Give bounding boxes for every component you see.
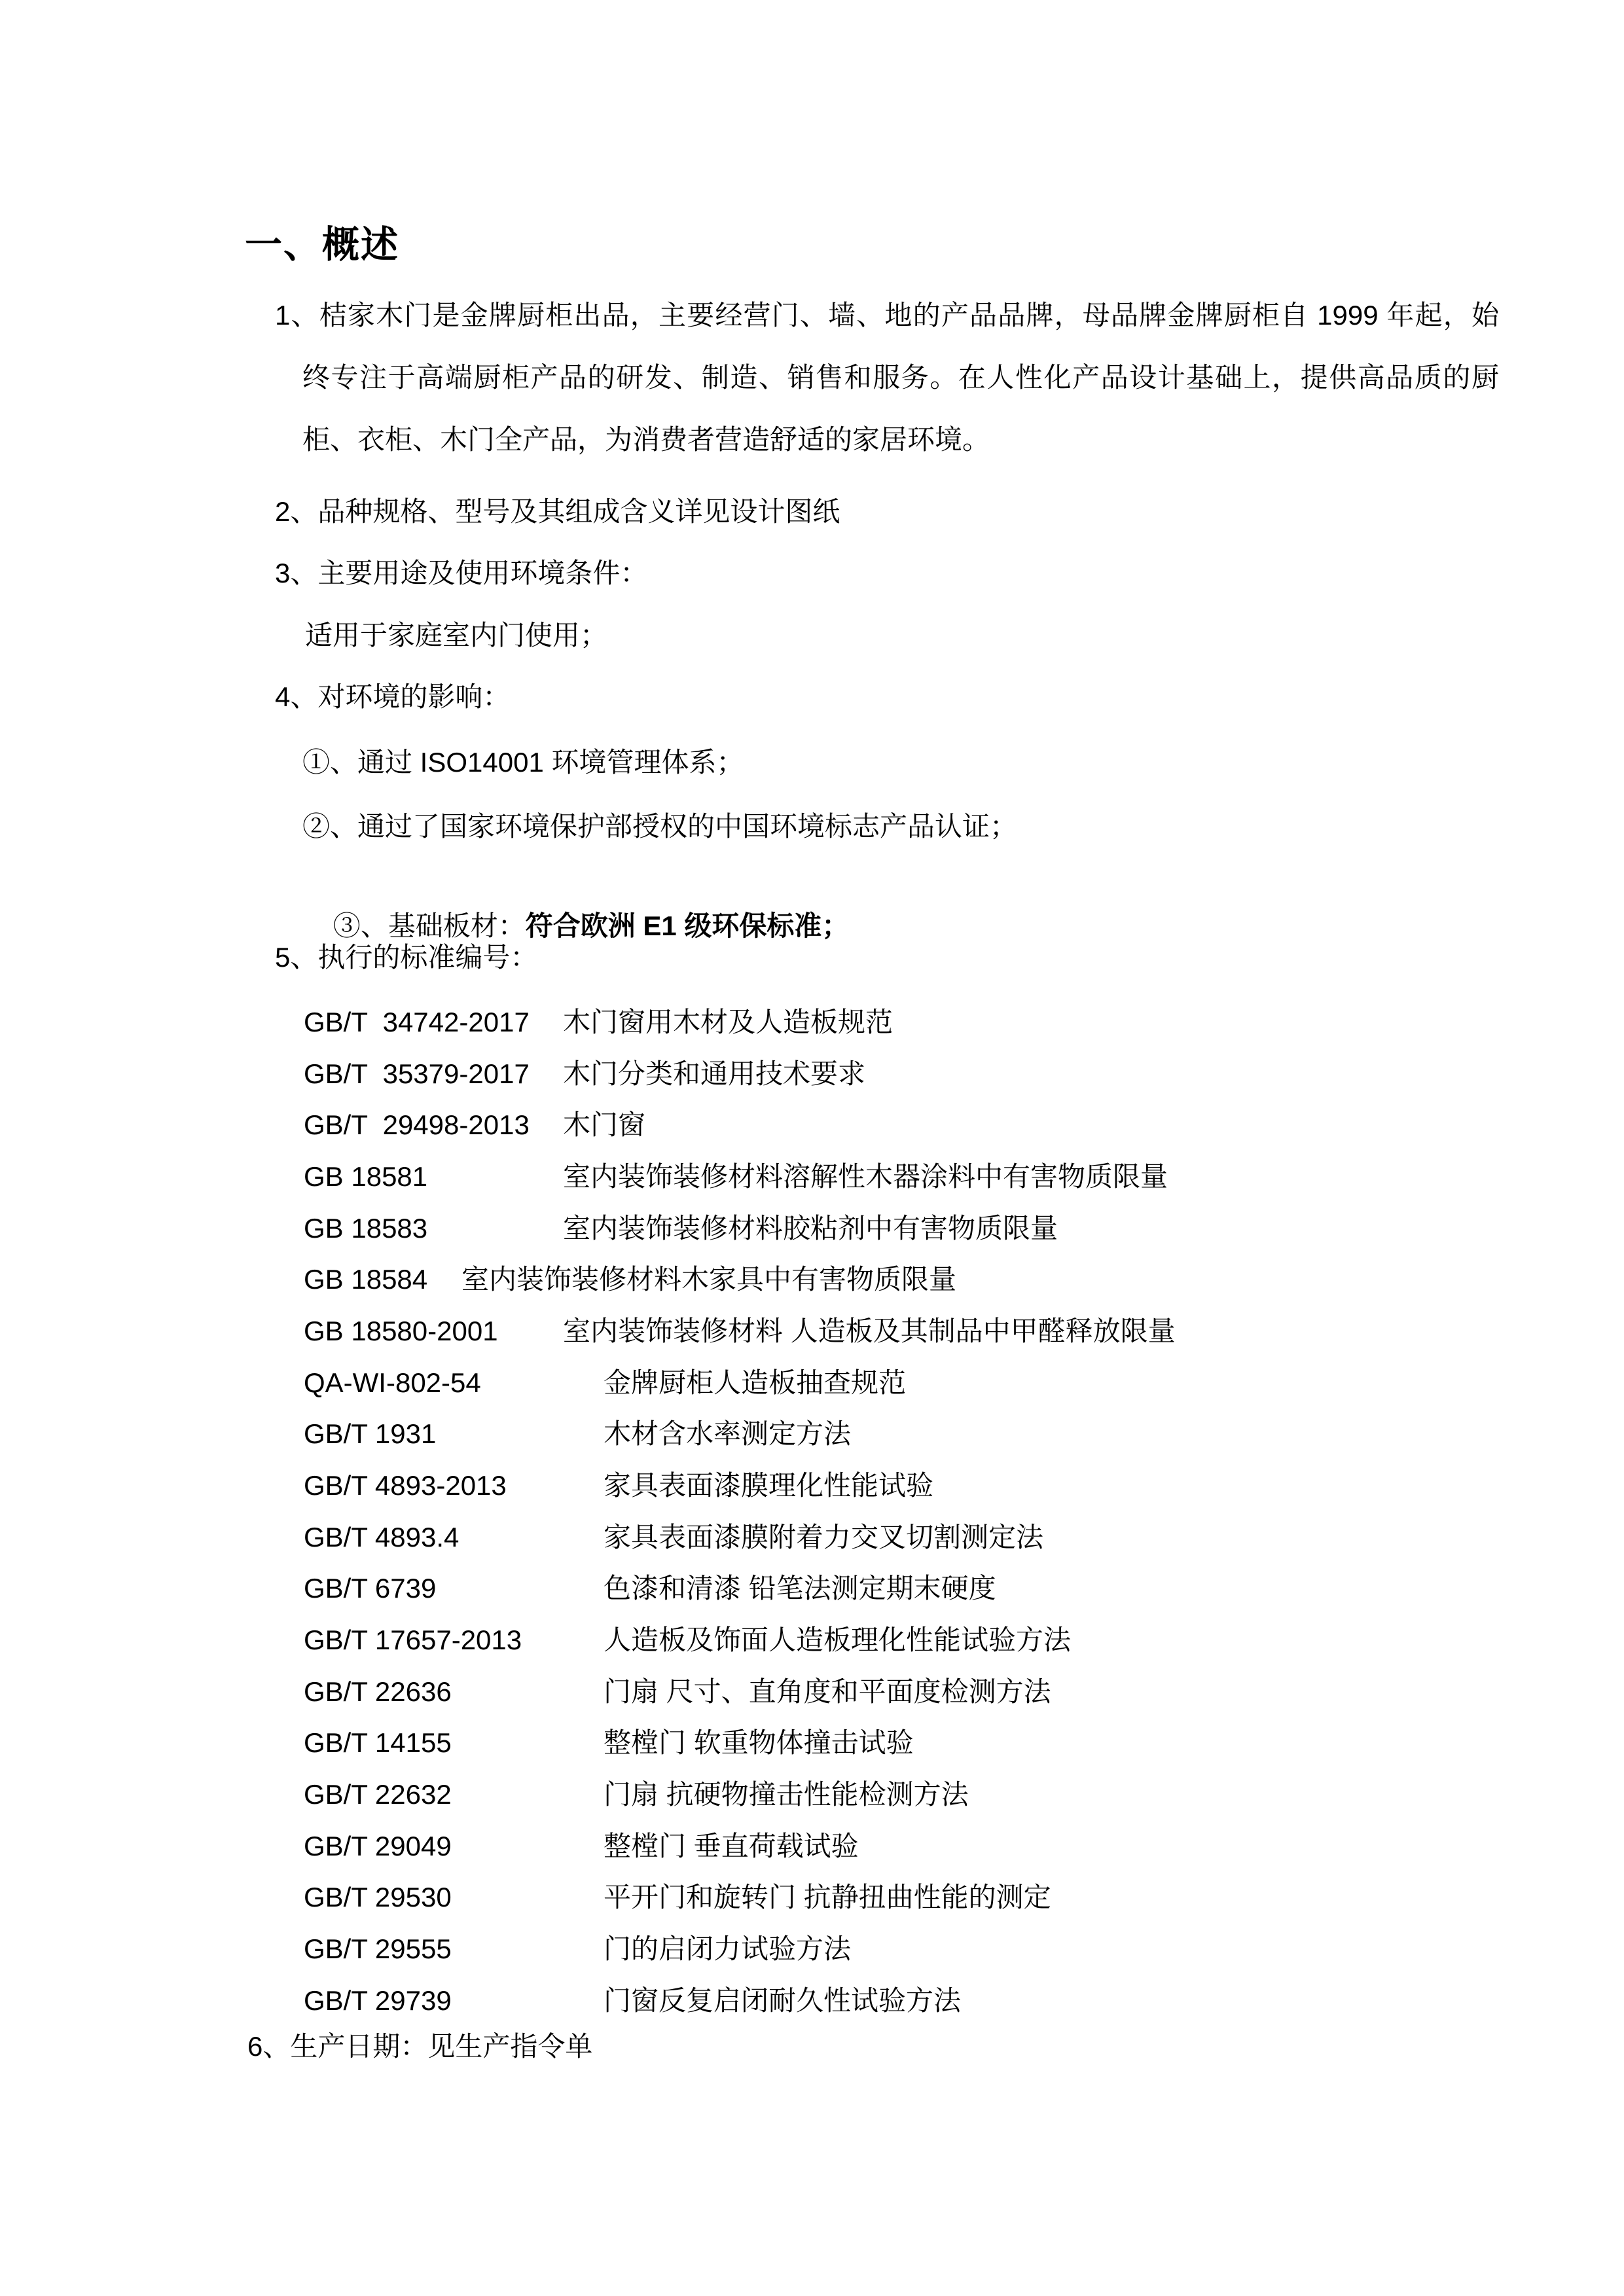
list-item-2: 2、品种规格、型号及其组成含义详见设计图纸 — [275, 496, 840, 527]
standard-desc: 家具表面漆膜理化性能试验 — [604, 1470, 934, 1501]
standard-desc: 木门分类和通用技术要求 — [563, 1058, 866, 1089]
list-item-4: 4、对环境的影响： — [275, 681, 511, 712]
standard-row — [0, 1777, 1624, 1816]
standard-code: GB/T 1931 — [304, 1418, 437, 1449]
standard-row — [0, 1674, 1624, 1713]
standard-desc: 门的启闭力试验方法 — [604, 1933, 852, 1964]
standard-row — [0, 1880, 1624, 1919]
standard-code: GB/T 29555 — [304, 1933, 452, 1964]
standard-code: GB/T 29049 — [304, 1831, 452, 1861]
standard-row — [0, 1725, 1624, 1765]
list-item-4-sub3-prefix: ③、基础板材： — [333, 910, 526, 941]
standard-code: GB 18583 — [304, 1213, 428, 1244]
standard-row — [0, 1520, 1624, 1559]
standard-desc: 整樘门 垂直荷载试验 — [604, 1831, 859, 1861]
standard-desc: 门扇 抗硬物撞击性能检测方法 — [604, 1779, 969, 1810]
standard-code: GB/T 22636 — [304, 1676, 452, 1707]
standard-desc: 金牌厨柜人造板抽查规范 — [604, 1367, 907, 1398]
list-item-3: 3、主要用途及使用环境条件： — [275, 558, 648, 588]
list-item-5: 5、执行的标准编号： — [275, 942, 538, 973]
standard-code: GB/T 29739 — [304, 1985, 452, 2016]
standard-row — [0, 1829, 1624, 1868]
standard-desc: 色漆和清漆 铅笔法测定期末硬度 — [604, 1573, 996, 1604]
standard-desc: 整樘门 软重物体撞击试验 — [604, 1727, 914, 1758]
standard-code: GB/T 34742-2017 — [304, 1007, 530, 1037]
standard-code: GB/T 29530 — [304, 1882, 452, 1912]
standard-row — [0, 1314, 1624, 1353]
standard-row — [0, 1416, 1624, 1456]
list-item-6: 6、生产日期：见生产指令单 — [247, 2031, 593, 2062]
standard-desc: 木材含水率测定方法 — [604, 1418, 852, 1449]
standard-row — [0, 1211, 1624, 1250]
standard-row — [0, 1571, 1624, 1610]
standard-code: GB/T 35379-2017 — [304, 1058, 530, 1089]
list-item-4-sub2: ②、通过了国家环境保护部授权的中国环境标志产品认证； — [302, 811, 1018, 842]
standard-code: GB/T 4893.4 — [304, 1522, 460, 1552]
standard-code: GB/T 29498-2013 — [304, 1109, 530, 1140]
section-heading: 一、概述 — [245, 224, 399, 266]
standard-desc: 门窗反复启闭耐久性试验方法 — [604, 1985, 962, 2016]
standard-code: GB/T 14155 — [304, 1727, 452, 1758]
paragraph-item1-line2: 终专注于高端厨柜产品的研发、制造、销售和服务。在人性化产品设计基础上，提供高品质的厨 — [302, 362, 1499, 393]
standard-desc: 木门窗 — [563, 1109, 646, 1140]
standard-code: QA-WI-802-54 — [304, 1367, 481, 1398]
standard-code: GB/T 17657-2013 — [304, 1624, 522, 1655]
list-item-4-sub1: ①、通过 ISO14001 环境管理体系； — [302, 747, 744, 778]
standard-row — [0, 1365, 1624, 1405]
list-item-3-sub: 适用于家庭室内门使用； — [305, 620, 608, 651]
standard-desc: 室内装饰装修材料胶粘剂中有害物质限量 — [563, 1213, 1058, 1244]
standard-row — [0, 1056, 1624, 1096]
standard-code: GB 18581 — [304, 1161, 428, 1192]
standard-row — [0, 1107, 1624, 1147]
standard-row — [0, 1468, 1624, 1507]
standard-desc: 室内装饰装修材料溶解性木器涂料中有害物质限量 — [563, 1161, 1168, 1192]
paragraph-item1-line3: 柜、衣柜、木门全产品，为消费者营造舒适的家居环境。 — [302, 424, 990, 455]
standard-row — [0, 1623, 1624, 1662]
standard-row — [0, 1159, 1624, 1198]
standard-desc: 人造板及饰面人造板理化性能试验方法 — [604, 1624, 1072, 1655]
standard-desc: 平开门和旋转门 抗静扭曲性能的测定 — [604, 1882, 1051, 1912]
standard-desc: 室内装饰装修材料木家具中有害物质限量 — [461, 1264, 957, 1295]
standard-code: GB 18580-2001 — [304, 1316, 498, 1346]
standard-row — [0, 1931, 1624, 1971]
standard-desc: 木门窗用木材及人造板规范 — [563, 1007, 893, 1037]
standard-code: GB 18584 — [304, 1264, 428, 1295]
list-item-4-sub3-bold-text: 符合欧洲 E1 级环保标准； — [525, 910, 850, 941]
standard-row — [0, 1983, 1624, 2022]
standard-code: GB/T 6739 — [304, 1573, 437, 1604]
standard-desc: 家具表面漆膜附着力交叉切割测定法 — [604, 1522, 1044, 1552]
standard-code: GB/T 4893-2013 — [304, 1470, 507, 1501]
paragraph-item1-line1: 1、桔家木门是金牌厨柜出品，主要经营门、墙、地的产品品牌，母品牌金牌厨柜自 1999 年起，始 — [275, 300, 1499, 331]
standard-code: GB/T 22632 — [304, 1779, 452, 1810]
standard-row — [0, 1005, 1624, 1044]
standard-desc: 门扇 尺寸、直角度和平面度检测方法 — [604, 1676, 1051, 1707]
standard-row — [0, 1262, 1624, 1301]
standard-desc: 室内装饰装修材料 人造板及其制品中甲醛释放限量 — [563, 1316, 1176, 1346]
